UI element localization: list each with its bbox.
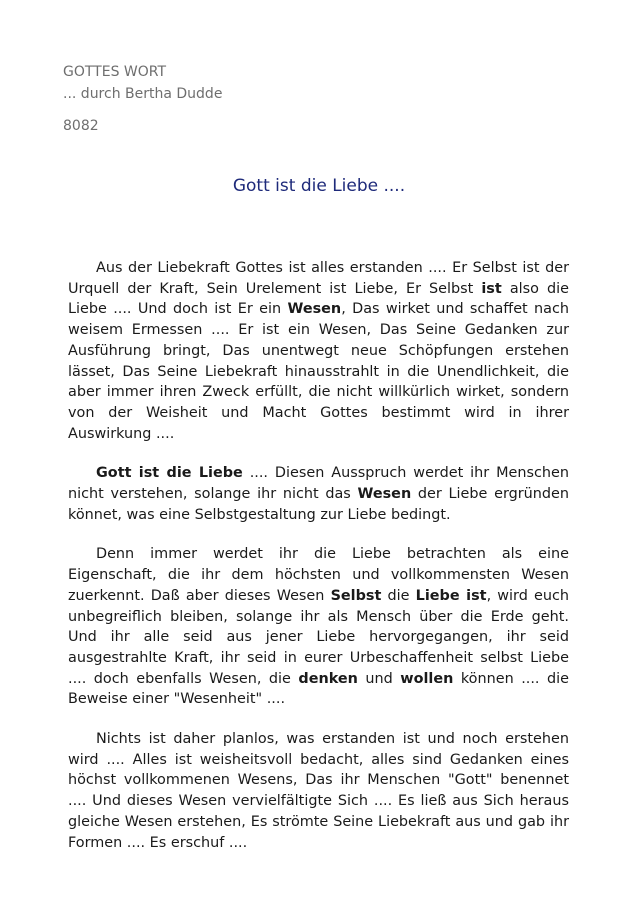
emphasis-text: Selbst [330, 587, 382, 604]
body-text-run: Aus der Liebekraft Gottes ist alles erstanden .... Er Selbst ist der Urquell der Kraft, Sein Urelement ist Liebe, Er Selbst [68, 260, 569, 297]
paragraph-4 [68, 729, 569, 853]
body-text-run: können .... die Beweise einer "Wesenheit" .... [68, 670, 569, 708]
emphasis-text: Wesen [357, 486, 412, 503]
emphasis-text: denken [298, 670, 358, 687]
paragraph-2 [68, 463, 569, 525]
body-text-run: der Liebe ergründen könnet, was eine Selbstgestaltung zur Liebe bedingt. [68, 486, 570, 523]
paragraph-1 [68, 258, 569, 444]
body-text-run: , Das wirket und schaffet nach weisem Ermessen .... Er ist ein Wesen, Das Seine Gedanken zur Ausführung bringt, Das unentwegt neue Schöpfungen erstehen lässet, Das Seine Liebekraft hinausstrahlt in die Unendlichkeit, die aber immer ihren Zweck erfüllt, die nicht willkürlich wirket, sondern von der Weisheit und Macht Gottes bestimmt wird in ihrer Auswirkung .... [68, 301, 570, 442]
message-number: 8082 [63, 118, 99, 134]
emphasis-text: Wesen [287, 301, 342, 318]
body-text-run: die [381, 587, 416, 604]
emphasis-text: ist [481, 280, 502, 297]
emphasis-text: wollen [400, 670, 454, 687]
body-text-run: Denn immer werdet ihr die Liebe betrachten als eine Eigenschaft, die ihr dem höchsten und vollkommensten Wesen zuerkennt. Daß aber dieses Wesen [68, 546, 569, 604]
body-text-run: , wird euch unbegreiflich bleiben, solange ihr als Mensch über die Erde geht. Und ihr alle seid aus jener Liebe hervorgegangen, ihr seid ausgestrahlte Kraft, ihr seid in eurer Urbeschaffenheit selbst Liebe .... doch ebenfalls Wesen, die [68, 587, 570, 687]
body-text-run: .... Diesen Ausspruch werdet ihr Menschen nicht verstehen, solange ihr nicht das [68, 465, 569, 503]
message-body [68, 258, 569, 872]
paragraph-3 [68, 544, 569, 710]
author-label: ... durch Bertha Dudde [63, 86, 223, 102]
body-text-run: und [357, 670, 401, 687]
body-text-run: Nichts ist daher planlos, was erstanden ist und noch erstehen wird .... Alles ist weisheitsvoll bedacht, alles sind Gedanken eines höchst vollkommenen Wesens, Das ihr Menschen "Gott" benennet .... Und dieses Wesen vervielfältigte Sich .... Es ließ aus Sich heraus gleiche Wesen erstehen, Es strömte Seine Liebekraft aus und gab ihr Formen .... Es erschuf .... [68, 731, 569, 851]
source-label: GOTTES WORT [63, 64, 167, 80]
body-text-run: also die Liebe .... Und doch ist Er ein [68, 280, 569, 318]
emphasis-text: Liebe ist [415, 587, 487, 604]
emphasis-text: Gott ist die Liebe [96, 465, 243, 482]
message-title: Gott ist die Liebe .... [232, 176, 406, 196]
